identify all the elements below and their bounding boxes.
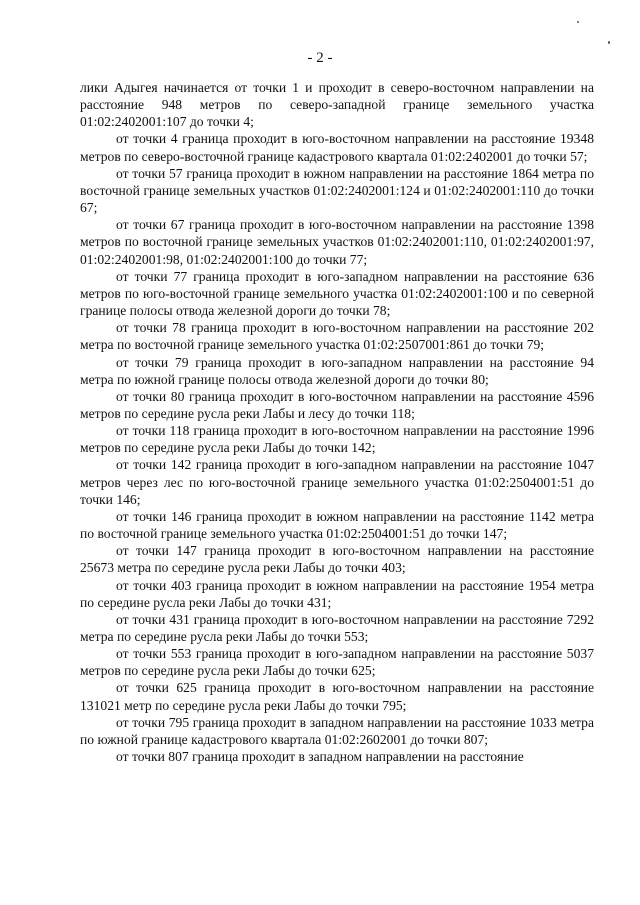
paragraph: от точки 79 граница проходит в юго-западном направлении на расстояние 94 метра по южной границе полосы отвода железной дороги до точки 80; bbox=[80, 354, 594, 387]
page-number: - 2 - bbox=[307, 50, 333, 66]
paragraph: от точки 142 граница проходит в юго-западном направлении на расстояние 1047 метров через лес по юго-восточной границе земельного участка 01:02:2504001:51 до точки 146; bbox=[80, 457, 594, 507]
document-body bbox=[80, 79, 594, 765]
scan-speck bbox=[577, 21, 579, 23]
paragraph: от точки 57 граница проходит в южном направлении на расстояние 1864 метра по восточной границе земельных участков 01:02:2402001:124 и 01:02:2402001:110 до точки 67; bbox=[80, 165, 594, 216]
paragraph: от точки 431 граница проходит в юго-восточном направлении на расстояние 7292 метра по середине русла реки Лабы до точки 553; bbox=[80, 611, 594, 644]
paragraph: от точки 67 граница проходит в юго-восточном направлении на расстояние 1398 метров по восточной границе земельных участков 01:02:2402001:110, 01:02:2402001:97, 01:02:2402001:98, 01:02:2402001:100 до точки 77; bbox=[80, 217, 594, 267]
scan-speck bbox=[608, 41, 610, 44]
paragraph: от точки 4 граница проходит в юго-восточном направлении на расстояние 19348 метров по северо-восточной границе кадастрового квартала 01:02:2402001 до точки 57; bbox=[80, 131, 594, 164]
paragraph: от точки 403 граница проходит в южном направлении на расстояние 1954 метра по середине русла реки Лабы до точки 431; bbox=[80, 577, 594, 610]
paragraph: от точки 146 граница проходит в южном направлении на расстояние 1142 метра по восточной границе земельного участка 01:02:2504001:51 до точки 147; bbox=[80, 508, 594, 542]
paragraph: от точки 147 граница проходит в юго-восточном направлении на расстояние 25673 метра по середине русла реки Лабы до точки 403; bbox=[80, 543, 594, 576]
paragraph: от точки 625 граница проходит в юго-восточном направлении на расстояние 131021 метр по середине русла реки Лабы до точки 795; bbox=[80, 680, 594, 713]
paragraph: лики Адыгея начинается от точки 1 и проходит в северо-восточном направлении на расстояние 948 метров по северо-западной границе земельного участка 01:02:2402001:107 до точки 4; bbox=[80, 80, 594, 130]
paragraph: от точки 80 граница проходит в юго-восточном направлении на расстояние 4596 метров по середине русла реки Лабы и лесу до точки 118; bbox=[80, 388, 594, 421]
paragraph: от точки 795 граница проходит в западном направлении на расстояние 1033 метра по южной границе кадастрового квартала 01:02:2602001 до точки 807; bbox=[80, 714, 594, 747]
paragraph: от точки 78 граница проходит в юго-восточном направлении на расстояние 202 метра по восточной границе земельного участка 01:02:2507001:861 до точки 79; bbox=[80, 320, 594, 353]
paragraph: от точки 77 граница проходит в юго-западном направлении на расстояние 636 метров по юго-восточной границе земельного участка 01:02:2402001:100 и по северной границе полосы отвода железной дороги до точки 78; bbox=[80, 268, 594, 319]
paragraph: от точки 553 граница проходит в юго-западном направлении на расстояние 5037 метров по середине русла реки Лабы до точки 625; bbox=[80, 646, 594, 679]
paragraph: от точки 118 граница проходит в юго-восточном направлении на расстояние 1996 метров по середине русла реки Лабы до точки 142; bbox=[80, 423, 594, 456]
paragraph: от точки 807 граница проходит в западном направлении на расстояние bbox=[116, 749, 524, 765]
